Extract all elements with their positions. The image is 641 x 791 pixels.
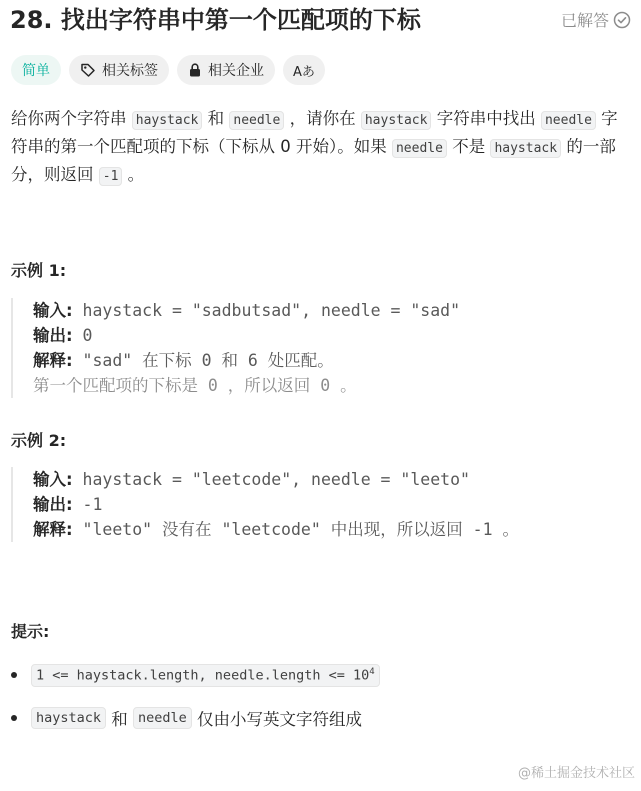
inline-code: haystack (490, 139, 561, 158)
explanation-label: 解释: (33, 520, 73, 539)
example-2-explanation (33, 517, 631, 542)
inline-code: haystack (132, 111, 203, 130)
inline-code: needle (541, 111, 596, 130)
example-2-output (33, 492, 631, 517)
example-2-heading: 示例 2: (11, 431, 67, 450)
translate-icon: Aあ (293, 64, 315, 80)
example-1-heading: 示例 1: (11, 261, 67, 280)
translate-button[interactable] (283, 55, 325, 85)
output-value: -1 (72, 495, 103, 514)
explanation-label: 解释: (33, 351, 73, 370)
problem-description (11, 106, 627, 190)
inline-code: needle (392, 139, 447, 158)
constraint-text: 和 (106, 710, 134, 729)
desc-text: 和 (202, 109, 230, 128)
example-2-input (33, 467, 631, 492)
desc-text: 的一部分，则返回 (11, 137, 616, 184)
tag-bar (11, 55, 325, 85)
check-circle-icon (613, 11, 631, 29)
constraint-code: 1 <= haystack.length, needle.length <= 10 (36, 667, 370, 684)
input-value: haystack = "sadbutsad", needle = "sad" (72, 301, 461, 320)
title-row (10, 2, 631, 38)
example-1-explanation-2: 第一个匹配项的下标是 0 ，所以返回 0 。 (33, 376, 357, 395)
difficulty-badge[interactable] (11, 55, 61, 85)
lock-icon (188, 62, 202, 78)
desc-text: 字符串中找出 (431, 109, 541, 128)
explanation-value: "sad" 在下标 0 和 6 处匹配。 (72, 351, 334, 370)
inline-code: needle (229, 111, 284, 130)
example-1-input (33, 298, 631, 323)
constraints-heading: 提示: (11, 622, 50, 641)
inline-code: needle (133, 707, 192, 729)
inline-code: haystack (361, 111, 432, 130)
constraint-text: 仅由小写英文字符组成 (191, 710, 363, 729)
bullet-dot (11, 672, 17, 678)
desc-text: 字符串的第一个匹配项的下标（下标从 0 开始）。如果 (11, 109, 618, 156)
output-value: 0 (72, 326, 93, 345)
example-2-block (11, 467, 631, 542)
constraint-item (11, 706, 362, 730)
input-label: 输入: (33, 470, 73, 489)
problem-title: 28. 找出字符串中第一个匹配项的下标 (10, 6, 421, 34)
inline-code (31, 664, 380, 687)
example-1-output (33, 323, 631, 348)
desc-text: ，请你在 (284, 109, 361, 128)
exponent: 4 (369, 667, 375, 677)
constraint-item (11, 664, 380, 687)
inline-code: haystack (31, 707, 106, 729)
solved-label: 已解答 (560, 11, 609, 30)
example-1-block (11, 298, 631, 398)
output-label: 输出: (33, 495, 73, 514)
explanation-value: "leeto" 没有在 "leetcode" 中出现，所以返回 -1 。 (72, 520, 519, 539)
bullet-dot (11, 715, 17, 721)
related-topics-button[interactable] (69, 55, 169, 85)
input-value: haystack = "leetcode", needle = "leeto" (72, 470, 470, 489)
solved-indicator (561, 8, 631, 31)
input-label: 输入: (33, 301, 73, 320)
desc-text: 给你两个字符串 (11, 109, 132, 128)
example-1-explanation (33, 348, 631, 373)
related-topics-label: 相关标签 (102, 63, 158, 79)
related-companies-label: 相关企业 (208, 63, 264, 79)
difficulty-label: 简单 (22, 63, 50, 79)
watermark: @稀土掘金技术社区 (517, 766, 635, 781)
desc-text: 不是 (446, 137, 491, 156)
output-label: 输出: (33, 326, 73, 345)
related-companies-button[interactable] (177, 55, 275, 85)
desc-text: 。 (122, 165, 145, 184)
inline-code: -1 (99, 167, 123, 186)
tag-icon (80, 62, 96, 78)
